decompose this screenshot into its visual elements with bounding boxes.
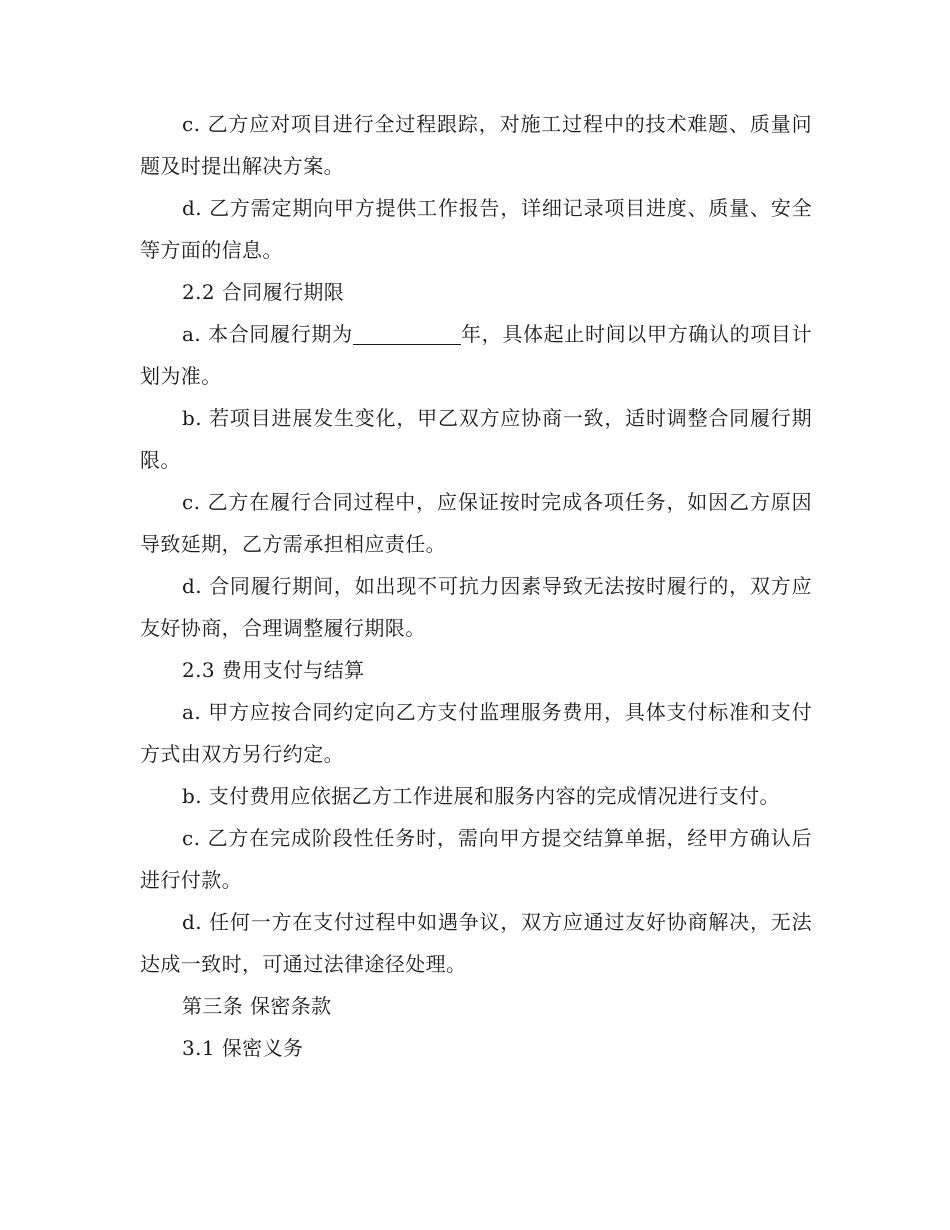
clause-2-3-item-a: a. 甲方应按合同约定向乙方支付监理服务费用，具体支付标准和支付方式由双方另行约定。 <box>140 700 812 766</box>
clause-2-2-item-b: b. 若项目进展发生变化，甲乙双方应协商一致，适时调整合同履行期限。 <box>140 406 812 472</box>
clause-2-2-item-a-before: a. 本合同履行期为 <box>182 322 353 346</box>
clause-2-3-item-b: b. 支付费用应依据乙方工作进展和服务内容的完成情况进行支付。 <box>182 784 780 808</box>
clause-2-2-item-d: d. 合同履行期间，如出现不可抗力因素导致无法按时履行的，双方应友好协商，合理调整履行期限。 <box>140 574 812 640</box>
section-heading-3-1: 3.1 保密义务 <box>182 1036 304 1060</box>
clause-2-2-item-a-after: 年，具体起止时间以甲方确认的项目计划为准。 <box>140 322 812 388</box>
document-body <box>140 103 812 1069</box>
section-heading-2-2: 2.2 合同履行期限 <box>182 280 345 304</box>
clause-2-2-item-a <box>140 313 812 397</box>
clause-2-3-item-c: c. 乙方在完成阶段性任务时，需向甲方提交结算单据，经甲方确认后进行付款。 <box>140 826 812 892</box>
article-heading-3: 第三条 保密条款 <box>182 994 332 1018</box>
clause-2-2-item-c: c. 乙方在履行合同过程中，应保证按时完成各项任务，如因乙方原因导致延期，乙方需承担相应责任。 <box>140 490 812 556</box>
clause-2-1-item-c: c. 乙方应对项目进行全过程跟踪，对施工过程中的技术难题、质量问题及时提出解决方案。 <box>140 112 812 178</box>
clause-2-1-item-d: d. 乙方需定期向甲方提供工作报告，详细记录项目进度、质量、安全等方面的信息。 <box>140 196 812 262</box>
section-heading-2-3: 2.3 费用支付与结算 <box>182 658 365 682</box>
clause-2-3-item-d: d. 任何一方在支付过程中如遇争议，双方应通过友好协商解决，无法达成一致时，可通过法律途径处理。 <box>140 910 812 976</box>
fill-in-blank-term-years <box>353 324 461 345</box>
